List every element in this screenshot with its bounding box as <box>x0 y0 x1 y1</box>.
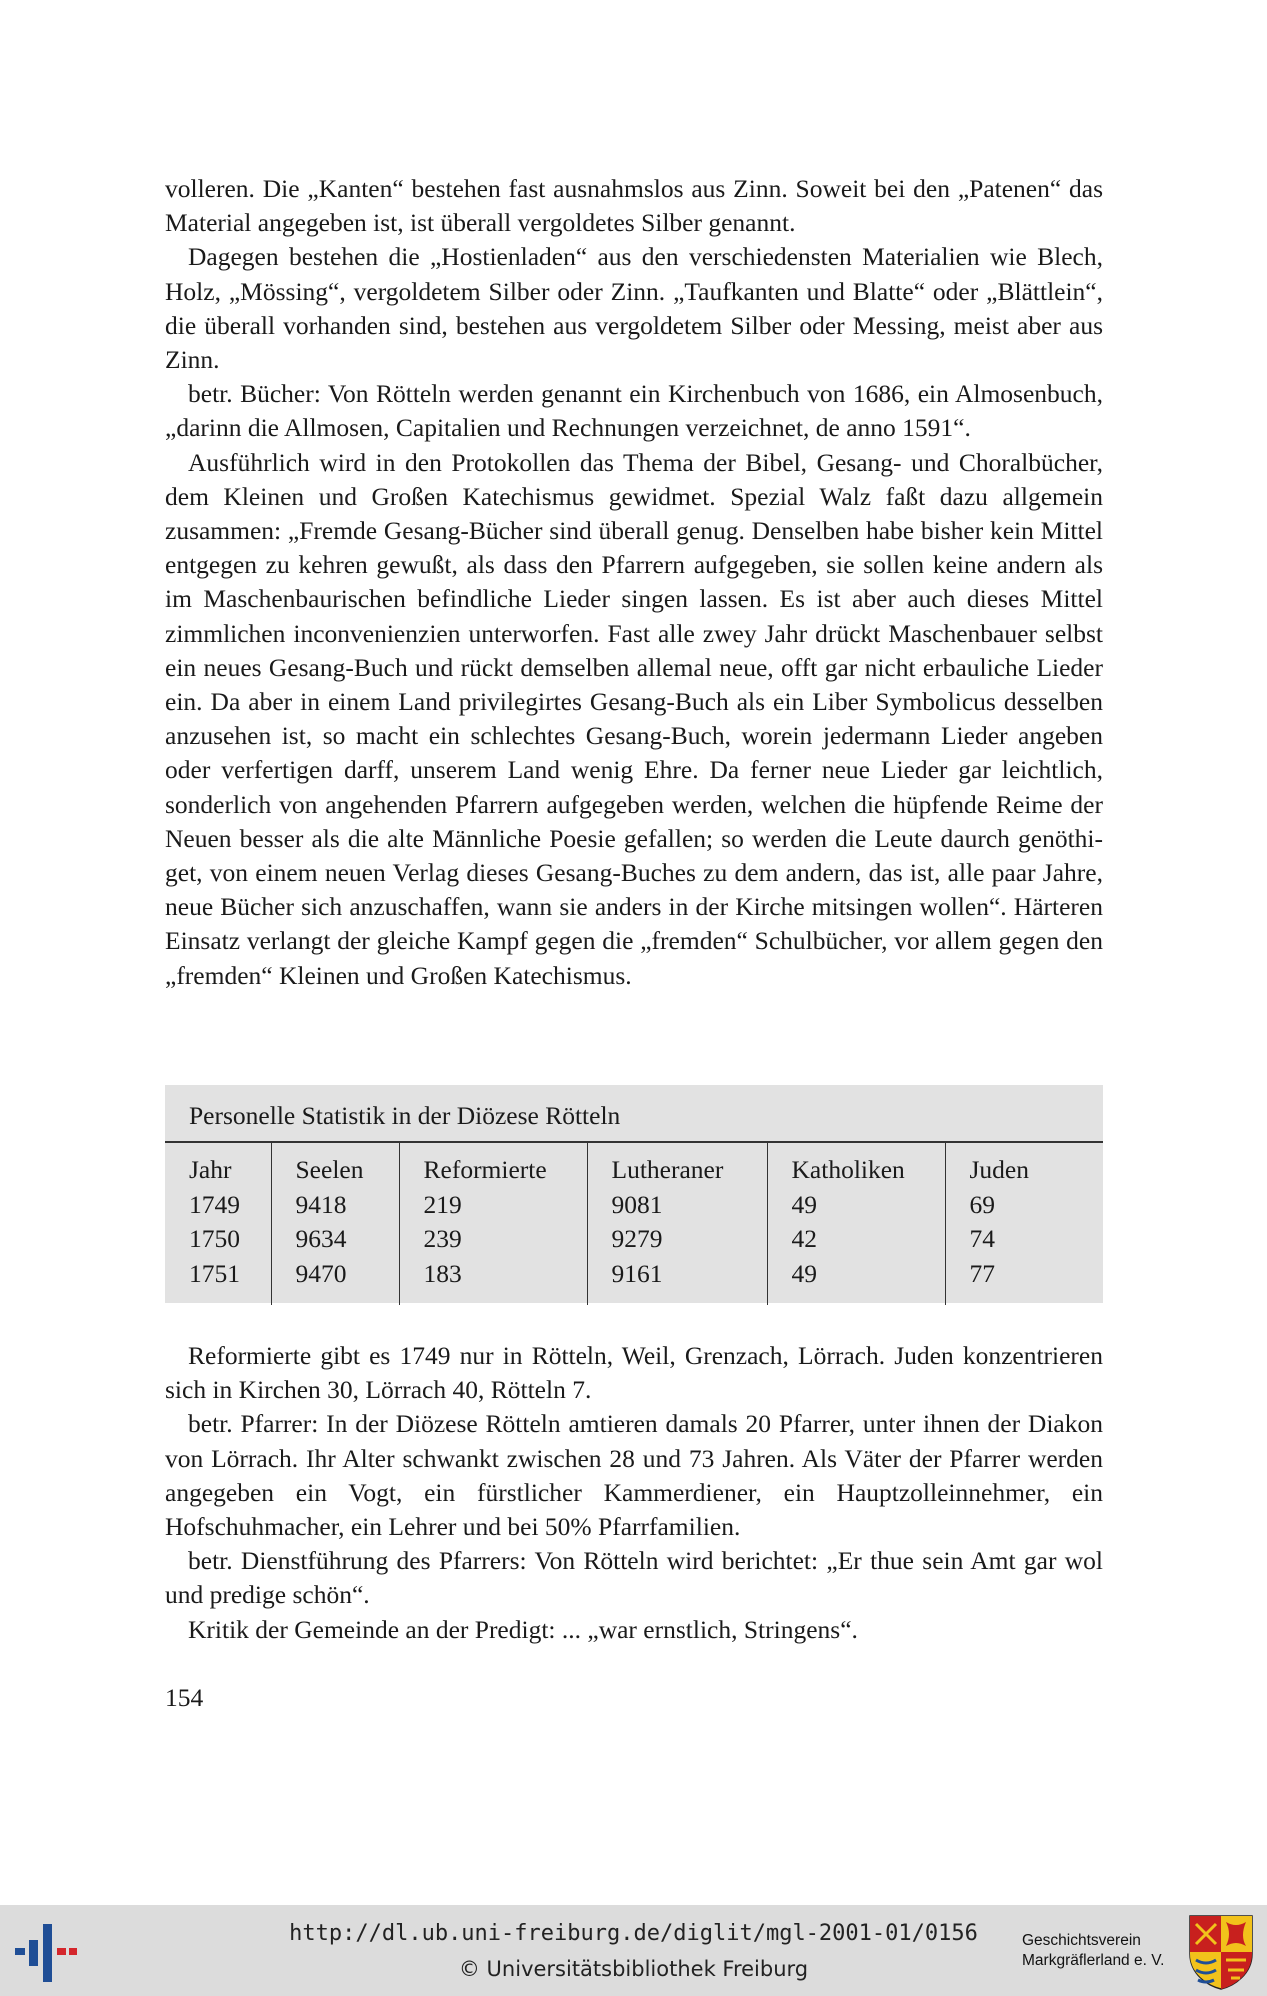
society-line: Markgräflerland e. V. <box>1022 1952 1165 1969</box>
table-cell: 42 <box>767 1222 945 1257</box>
table-row <box>165 1188 1103 1223</box>
table-row <box>165 1257 1103 1305</box>
paragraph: Kritik der Gemeinde an der Predigt: ... „war ernstlich, Stringens“. <box>188 1614 858 1644</box>
table-cell: 69 <box>945 1188 1103 1223</box>
table-header-row <box>165 1143 1103 1188</box>
table-cell: 9634 <box>271 1222 399 1257</box>
col-header: Jahr <box>189 1155 232 1184</box>
table-cell: 1750 <box>189 1224 240 1253</box>
footer-bar <box>0 1905 1267 1996</box>
copyright-text: © Universitätsbibliothek Freiburg <box>458 1957 809 1981</box>
col-header: Seelen <box>271 1143 399 1188</box>
table-cell: 49 <box>767 1257 945 1305</box>
col-header: Juden <box>945 1143 1103 1188</box>
paragraph: Ausführlich wird in den Protokollen das Thema der Bibel, Gesang- und Choralbücher, dem Kleinen und Großen Katechismus gewidmet. Spezial Walz faßt dazu allgemein zusammen: „Fremde Gesang-Bücher sind überall genug. Denselben habe bisher kein Mittel entgegen zu kehren gewußt, als dass den Pfarrern aufgegeben, sie sollen keine andern als im Maschenbaurischen befindliche Lieder singen lassen. Es ist aber auch dieses Mittel zimmlichen inconvenienzien unterworfen. Fast alle zwey Jahr drückt Maschenbauer selbst ein neues Gesang-Buch und rückt demselben allemal neue, offt gar nicht erbauliche Lieder ein. Da aber in einem Land privilegirtes Gesang-Buch als ein Liber Symbolicus desselben anzusehen ist, so macht ein schlechtes Gesang-Buch, worein jedermann Lieder angeben oder verfertigen darff, unserem Land wenig Ehre. Da ferner neue Lieder gar leichtlich, sonderlich von angehenden Pfarrern aufgegeben werden, welchen die hüpfende Reime der Neuen besser als die alte Männliche Poesie gefallen; so werden die Leute daurch genöthiget, von einem neuen Verlag dieses Gesang-Buches zu dem andern, das ist, alle paar Jahre, neue Bücher sich anzuschaffen, wann sie anders in der Kirche mitsingen wollen“. Härteren Einsatz verlangt der gleiche Kampf gegen die „fremden“ Schulbücher, vor allem gegen den „fremden“ Kleinen und Großen Katechismus. <box>165 447 1103 990</box>
table-cell: 74 <box>945 1222 1103 1257</box>
table-row <box>165 1222 1103 1257</box>
statistics-table <box>165 1085 1103 1303</box>
paragraph: betr. Bücher: Von Rötteln werden genannt ein Kirchenbuch von 1686, ein Almosenbuch, „darinn die Allmosen, Capitalien und Rechnungen verzeichnet, de anno 1591“. <box>165 379 1103 443</box>
col-header: Lutheraner <box>587 1143 767 1188</box>
table-cell: 9418 <box>271 1188 399 1223</box>
table-cell: 183 <box>399 1257 587 1305</box>
table-cell: 9161 <box>587 1257 767 1305</box>
col-header: Katholiken <box>767 1143 945 1188</box>
table-cell: 9279 <box>587 1222 767 1257</box>
paragraph: betr. Pfarrer: In der Diözese Rötteln amtieren damals 20 Pfarrer, unter ihnen der Diakon von Lörrach. Ihr Alter schwankt zwischen 28 und 73 Jahren. Als Väter der Pfarrer werden angegeben ein Vogt, ein fürstlicher Kammerdiener, ein Hauptzolleinnehmer, ein Hofschuhmacher, ein Lehrer und bei 50% Pfarrfamilien. <box>165 1409 1103 1542</box>
table-cell: 9470 <box>271 1257 399 1305</box>
coat-of-arms-icon <box>1188 1914 1254 1990</box>
data-table <box>165 1143 1103 1305</box>
page-number: 154 <box>165 1683 204 1712</box>
permalink-url[interactable]: http://dl.ub.uni-freiburg.de/diglit/mgl-2001-01/0156 <box>289 1921 978 1946</box>
paragraph: betr. Dienstführung des Pfarrers: Von Rötteln wird berichtet: „Er thue sein Amt gar wol und predige schön“. <box>165 1546 1103 1610</box>
body-text-continued <box>165 1339 1103 1647</box>
table-cell: 1751 <box>189 1258 240 1288</box>
society-name <box>1022 1931 1164 1971</box>
table-cell: 77 <box>945 1257 1103 1305</box>
col-header: Reformierte <box>399 1143 587 1188</box>
table-cell: 49 <box>767 1188 945 1223</box>
paragraph: Reformierte gibt es 1749 nur in Rötteln, Weil, Grenzach, Lörrach. Juden konzentrieren sich in Kirchen 30, Lörrach 40, Rötteln 7. <box>165 1341 1103 1405</box>
table-cell: 239 <box>399 1222 587 1257</box>
table-cell: 219 <box>399 1188 587 1223</box>
paragraph: Dagegen bestehen die „Hostienladen“ aus den verschiedensten Materialien wie Blech, Holz, „Mössing“, vergoldetem Silber oder Zinn. „Taufkanten und Blatte“ oder „Blättlein“, die überall vorhanden sind, bestehen aus vergoldetem Silber oder Messing, meist aber aus Zinn. <box>165 242 1103 375</box>
body-text <box>165 172 1103 993</box>
table-cell: 1749 <box>189 1189 240 1219</box>
society-line: Geschichtsverein <box>1022 1932 1141 1949</box>
table-cell: 9081 <box>587 1188 767 1223</box>
table-caption: Personelle Statistik in der Diözese Rötteln <box>189 1101 621 1130</box>
paragraph: volleren. Die „Kanten“ bestehen fast ausnahmslos aus Zinn. Soweit bei den „Patenen“ das Material angegeben ist, ist überall vergoldetes Silber genannt. <box>165 174 1103 238</box>
